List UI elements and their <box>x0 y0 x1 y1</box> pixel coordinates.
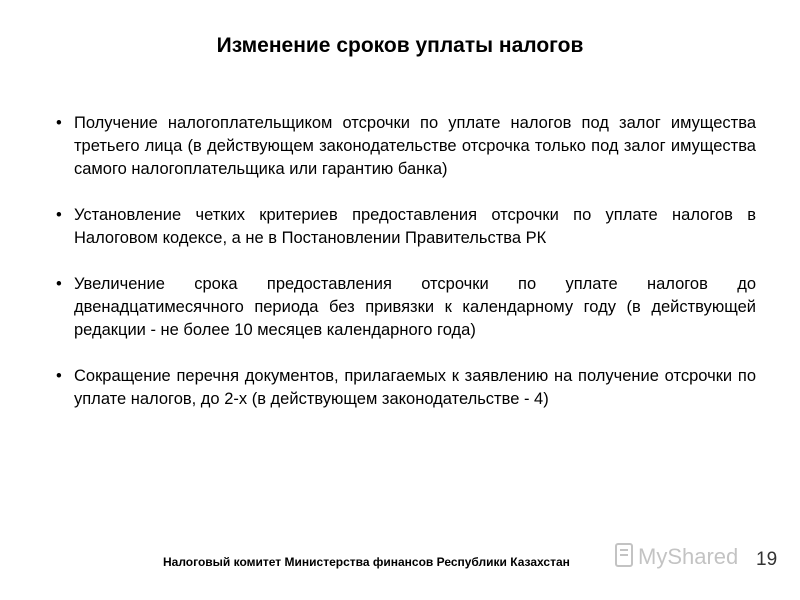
myshared-watermark-logo <box>614 536 754 576</box>
bullet-marker: • <box>56 114 62 132</box>
bullet-item <box>56 204 756 250</box>
bullet-item <box>56 365 756 411</box>
bullet-text: Сокращение перечня документов, прилагаемых к заявлению на получение отсрочки по уплате налогов, до 2-х (в действующем законодательстве - 4) <box>74 367 756 408</box>
page-number: 19 <box>756 549 778 570</box>
bullet-item <box>56 273 756 342</box>
bullet-text: Получение налогоплательщиком отсрочки по уплате налогов под залог имущества третьего лица (в действующем законодательстве отсрочка только под залог имущества самого налогоплательщика или гарантию банка) <box>74 114 756 178</box>
bullet-marker: • <box>56 275 62 293</box>
watermark-text: MyShared <box>638 544 739 569</box>
slide-title: Изменение сроков уплаты налогов <box>216 34 584 57</box>
bullet-text: Увеличение срока предоставления отсрочки по уплате налогов до двенадцатимесячного периода без привязки к календарному году (в действующей редакции - не более 10 месяцев календарного года) <box>74 275 756 339</box>
bullet-list <box>56 112 756 434</box>
bullet-marker: • <box>56 367 62 385</box>
footer-organization: Налоговый комитет Министерства финансов Республики Казахстан <box>163 555 570 569</box>
bullet-text: Установление четких критериев предоставления отсрочки по уплате налогов в Налоговом кодексе, а не в Постановлении Правительства РК <box>74 206 756 247</box>
bullet-marker: • <box>56 206 62 224</box>
bullet-item <box>56 112 756 181</box>
